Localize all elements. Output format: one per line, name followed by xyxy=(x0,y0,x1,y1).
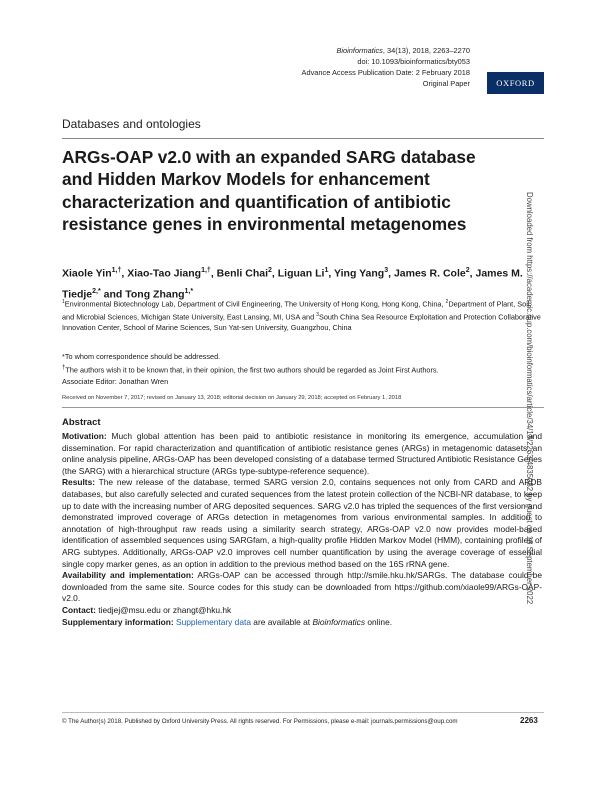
motivation-paragraph xyxy=(62,431,542,477)
page-number: 2263 xyxy=(520,716,538,725)
divider xyxy=(62,407,544,408)
doi[interactable]: doi: 10.1093/bioinformatics/bty053 xyxy=(357,57,470,66)
supplementary-end: online. xyxy=(365,616,393,627)
author-separator: , xyxy=(210,267,217,280)
author-name: Tong Zhang xyxy=(125,288,185,300)
author-separator: , xyxy=(121,267,128,280)
author-name: Liguan Li xyxy=(277,267,325,280)
supplementary-journal: Bioinformatics xyxy=(312,616,366,627)
supplementary-data-link[interactable]: Supplementary data xyxy=(176,616,251,627)
author-name: Benli Chai xyxy=(216,267,269,280)
received-dates: Received on November 7, 2017; revised on January 13, 2018; editorial decision on January 29, 2018; accepted on February 1, 2018 xyxy=(62,395,402,401)
footer-divider xyxy=(62,712,544,713)
author-affiliation-mark: 2 xyxy=(268,267,272,274)
paper-title: ARGs-OAP v2.0 with an expanded SARG database and Hidden Markov Models for enhancement characterization and quantification of antibiotic resistance genes in environmental metagenomes xyxy=(62,147,476,235)
author-affiliation-mark: 1,* xyxy=(184,287,194,295)
results-paragraph xyxy=(62,477,542,570)
affiliation-text: South China Sea Resource Exploitation and Protection Collaborative Innovation Center, School of Marine Sciences, Sun Yat-sen University, Guangzhou, China xyxy=(62,312,541,333)
author-separator: , xyxy=(469,267,476,280)
joint-first-text: The authors wish it to be known that, in their opinion, the first two authors should be regarded as Joint First Authors. xyxy=(65,365,439,375)
author-affiliation-mark: 2 xyxy=(465,267,470,274)
author-affiliation-mark: 1,† xyxy=(201,267,211,274)
results-label: Results: xyxy=(62,477,96,488)
affiliation-text: Department of Plant, Soil, and Microbial Sciences, Michigan State University, East Lansing, MI, USA and xyxy=(62,299,532,322)
author-affiliation-mark: 1,† xyxy=(111,267,122,274)
section-label: Databases and ontologies xyxy=(62,117,201,131)
paper-type: Original Paper xyxy=(422,79,470,88)
author-affiliation-mark: 1 xyxy=(324,267,329,274)
availability-text: ARGs-OAP can be accessed through http://smile.hku.hk/SARGs. The database could be downloaded from the same site. Source codes for this study can be downloaded from https://github.com/xiaole99/ARGs-OAP-v2.0. xyxy=(62,570,542,604)
author-name: James R. Cole xyxy=(393,267,466,280)
journal-info xyxy=(302,45,470,89)
journal-name: Bioinformatics xyxy=(336,46,383,55)
copyright-notice: © The Author(s) 2018. Published by Oxford University Press. All rights reserved. For Permissions, please e-mail: journals.permissions@oup.com xyxy=(62,718,458,725)
affiliation-number: 3 xyxy=(316,311,319,318)
contact-label: Contact: xyxy=(62,604,96,615)
author-separator: , xyxy=(328,267,334,280)
motivation-label: Motivation: xyxy=(62,431,107,441)
affiliation-number: 1 xyxy=(62,299,65,305)
author-name: Ying Yang xyxy=(334,267,385,280)
author-name: Xiaole Yin xyxy=(62,267,112,280)
download-side-note[interactable]: Downloaded from https://academic.oup.com/bioinformatics/article/34/13/2263/4835082 by guest on 18 September 2022 xyxy=(525,192,534,605)
results-text: The new release of the database, termed SARG version 2.0, contains sequences not only from CARD and ARDB databases, but also carefully selected and curated sequences from the latest protein collection of the NCBI-NR database, to keep up to date with the increasing number of ARG deposited sequences. SARG v2.0 has tripled the sequences of the first version and demonstrated improved coverage of ARGs detection in metagenomes from various environmental samples. In addition to annotation of high-throughput raw reads using a similarity search strategy, ARGs-OAP v2.0 now provides model-based identification of assembled sequences using SARGfam, a high-quality profile Hidden Markov Model (HMM), containing profiles of ARG subtypes. Additionally, ARGs-OAP v2.0 improves cell number quantification by using the average coverage of essential single copy marker genes, as an option in addition to the previous method based on the 16S rRNA gene. xyxy=(62,477,542,569)
joint-first-note xyxy=(62,362,544,376)
dagger-mark: † xyxy=(62,364,66,372)
author-separator: , xyxy=(388,267,394,280)
contact-emails[interactable]: tiedjej@msu.edu or zhangt@hku.hk xyxy=(98,604,232,615)
author-separator: and xyxy=(100,288,126,300)
affiliations xyxy=(62,297,544,333)
citation-details: , 34(13), 2018, 2263–2270 xyxy=(382,46,470,55)
advance-access-date: Advance Access Publication Date: 2 February 2018 xyxy=(301,68,470,77)
availability-paragraph xyxy=(62,570,542,605)
motivation-text: Much global attention has been paid to antibiotic resistance in monitoring its emergence, accumulation and dissemination. For rapid characterization and quantification of antibiotic resistance genes (ARGs) in metagenomic datasets, an online analysis pipeline, ARGs-OAP has been developed consisting of a database termed Structured Antibiotic Resistance Genes (the SARG) with a hierarchical structure (ARGs type-subtype-reference sequence). xyxy=(62,431,542,476)
author-name: Xiao-Tao Jiang xyxy=(127,267,202,280)
author-name: James M. Tiedje xyxy=(62,267,523,300)
correspondence-note: *To whom correspondence should be addressed. xyxy=(62,352,221,361)
associate-editor: Associate Editor: Jonathan Wren xyxy=(62,376,169,386)
author-affiliation-mark: 2,* xyxy=(92,287,101,295)
supplementary-label: Supplementary information: xyxy=(62,616,174,627)
author-separator: , xyxy=(271,267,278,280)
author-notes xyxy=(62,351,544,387)
affiliation-number: 2 xyxy=(445,299,449,305)
contact-paragraph xyxy=(62,605,542,617)
divider xyxy=(62,138,544,139)
supplementary-text: are available at xyxy=(250,616,313,627)
author-affiliation-mark: 3 xyxy=(384,267,389,274)
availability-label: Availability and implementation: xyxy=(62,570,194,581)
abstract-body xyxy=(62,431,542,628)
supplementary-paragraph xyxy=(62,617,542,629)
abstract-heading: Abstract xyxy=(62,417,101,428)
affiliation-text: Environmental Biotechnology Lab, Department of Civil Engineering, The University of Hong Kong, Hong Kong, China, xyxy=(64,299,446,309)
oxford-logo: OXFORD xyxy=(487,72,544,94)
journal-citation xyxy=(302,45,470,56)
